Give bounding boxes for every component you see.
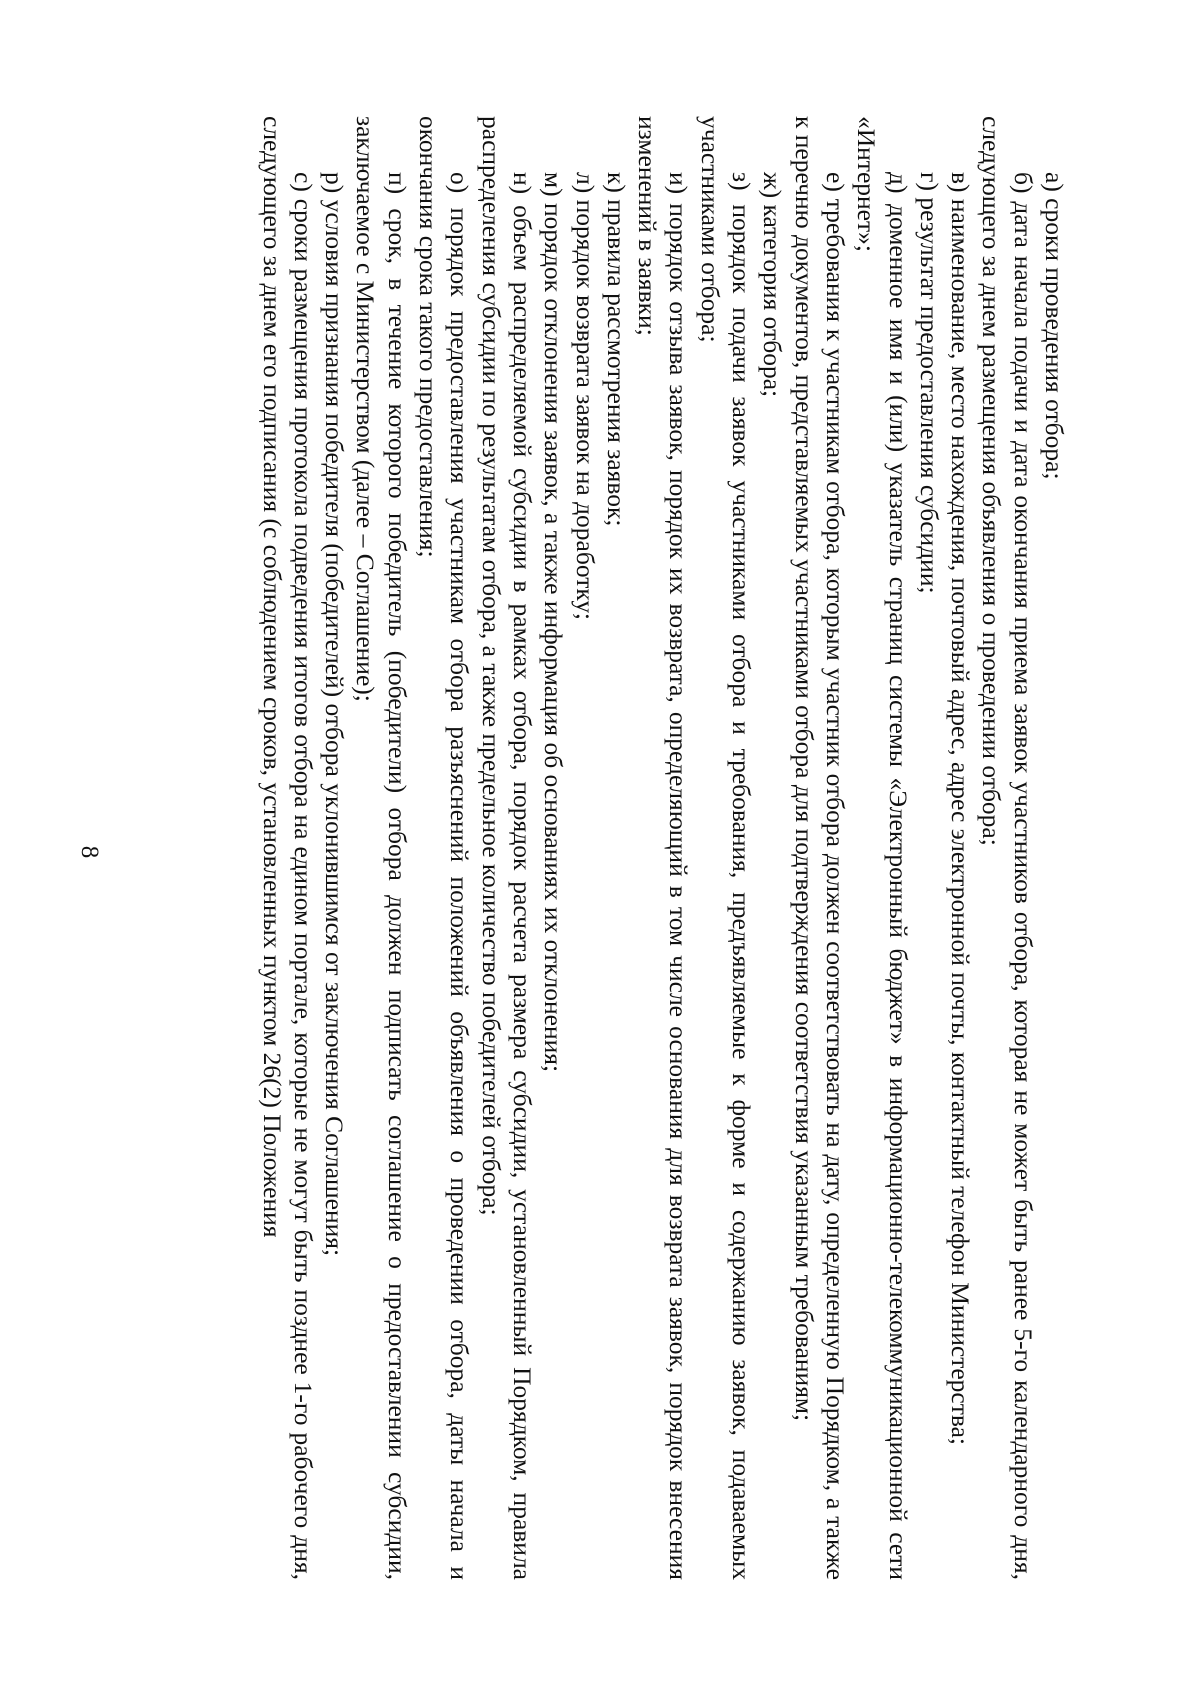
list-item-o: о) порядок предоставления участникам отбора разъяснений положений объявления о проведении отбора, даты начала и окончания срока такого предоставления;	[414, 116, 475, 1580]
list-item-m: м) порядок отклонения заявок, а также информация об основаниях их отклонения;	[539, 172, 569, 1073]
list-item-e: е) требования к участникам отбора, которым участник отбора должен соответствовать на дату, определенную Порядком, а также к перечню документов, представляемых участниками отбора для подтверждения соответствия указанным требованиям;	[789, 116, 850, 1580]
list-item-a: а) сроки проведения отбора;	[1040, 172, 1069, 480]
list-item-s: с) сроки размещения протокола подведения итогов отбора на едином портале, которые не могут быть позднее 1-го рабочего дня, следующего за днем его подписания (с соблюдением сроков, установленных пунктом 26(2) Положения	[257, 116, 318, 1580]
list-item-g: г) результат предоставления субсидии;	[914, 172, 944, 594]
list-item-p: п) срок, в течение которого победитель (победители) отбора должен подписать соглашение о предоставлении субсидии, заключаемое с Министерством (далее – Соглашение);	[351, 116, 412, 1580]
list-item-d: д) доменное имя и (или) указатель страниц системы «Электронный бюджет» в информационно-телекоммуникационной сети «Интернет»;	[852, 116, 913, 1580]
list-item-l: л) порядок возврата заявок на доработку;	[570, 172, 600, 620]
list-item-k: к) правила рассмотрения заявок;	[601, 172, 631, 527]
list-item-r: р) условия признания победителя (победителей) отбора уклонившимся от заключения Соглашения;	[320, 172, 350, 1257]
list-item-v: в) наименование, место нахождения, почтовый адрес, адрес электронной почты, контактный телефон Министерства;	[946, 172, 976, 1445]
document-body	[130, 116, 1070, 1580]
list-item-i: и) порядок отзыва заявок, порядок их возврата, определяющий в том числе основания для возврата заявок, порядок внесения изменений в заявки;	[633, 116, 694, 1580]
list-item-zh: ж) категория отбора;	[758, 172, 788, 398]
list-item-n: н) объем распределяемой субсидии в рамках отбора, порядок расчета размера субсидии, установленный Порядком, правила распределения субсидии по результатам отбора, а также предельное количество победителей отбора;	[476, 116, 537, 1580]
page-number: 8	[76, 845, 103, 859]
list-item-b: б) дата начала подачи и дата окончания приема заявок участников отбора, которая не может быть ранее 5-го календарного дня, следующего за днем размещения объявления о проведении отбора;	[977, 116, 1038, 1580]
list-item-z: з) порядок подачи заявок участниками отбора и требования, предъявляемые к форме и содержанию заявок, подаваемых участниками отбора;	[695, 116, 757, 1580]
